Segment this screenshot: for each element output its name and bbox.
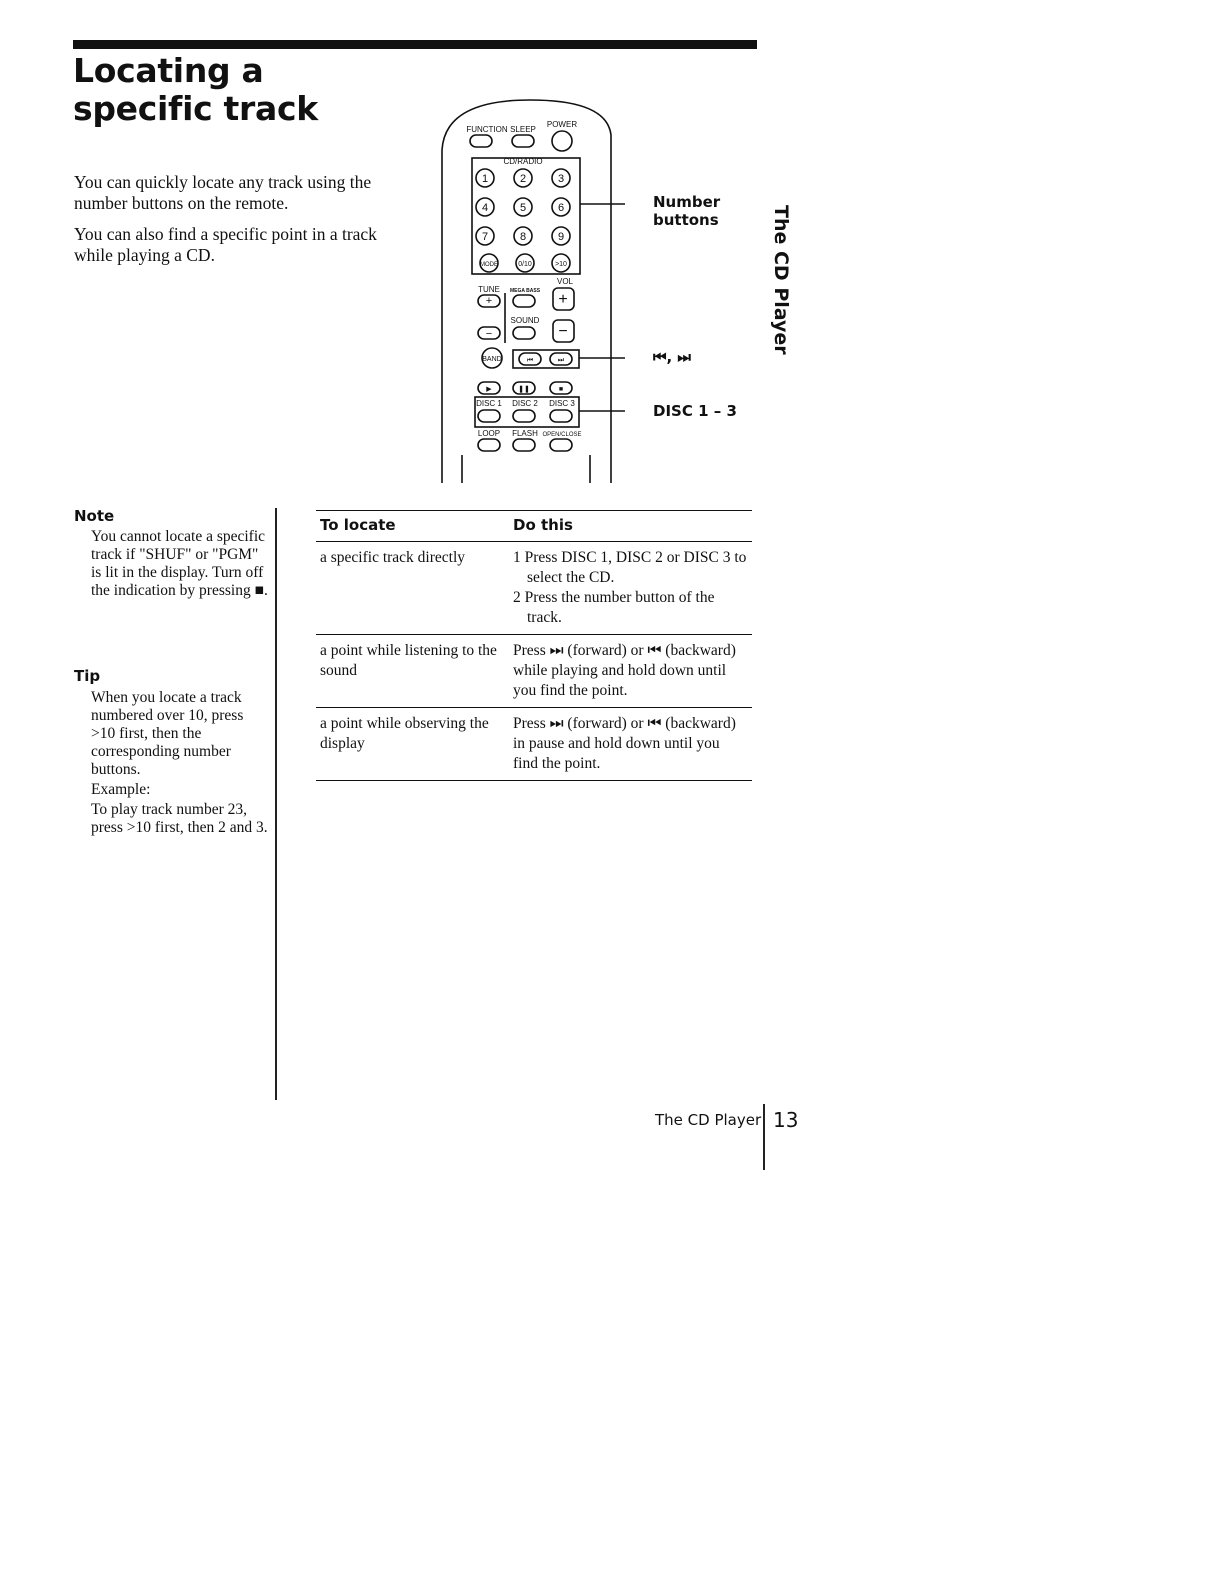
remote-control-illustration (435, 95, 625, 485)
table-cell-action (509, 708, 752, 781)
table-cell-locate: a point while listening to the sound (316, 635, 509, 708)
pause-icon: ❚❚ (518, 386, 530, 393)
disc2-label: DISC 2 (512, 399, 538, 408)
minus-icon: − (485, 328, 493, 340)
power-label: POWER (546, 120, 578, 129)
number-buttons-callout: Number buttons (653, 193, 721, 229)
digit-4: 4 (481, 202, 489, 214)
tip-example-text: To play track number 23, press >10 first, then 2 and 3. (91, 801, 268, 836)
digit-5: 5 (519, 202, 527, 214)
digit-9: 9 (557, 231, 565, 243)
tip-text: When you locate a track numbered over 10, press >10 first, then the corresponding number buttons. (91, 689, 244, 778)
loop-label: LOOP (477, 429, 501, 438)
table-step: 1 Press DISC 1, DISC 2 or DISC 3 to select the CD. (513, 549, 747, 586)
table-step: 2 Press the number button of the track. (513, 589, 715, 626)
open-close-label: OPEN/CLOSE (542, 432, 582, 438)
sound-label: SOUND (510, 316, 540, 325)
digit-6: 6 (557, 202, 565, 214)
table-header-row (316, 511, 752, 542)
table-row (316, 708, 752, 781)
disc3-label: DISC 3 (549, 399, 575, 408)
digit-8: 8 (519, 231, 527, 243)
table-step: Press ⏭ (forward) or ⏮ (backward) while playing and hold down until you find the point. (513, 642, 736, 699)
digit-2: 2 (519, 173, 527, 185)
top-rule (73, 40, 757, 49)
gt10-label: >10 (555, 261, 567, 268)
skip-buttons-callout: ⏮, ⏭ (653, 348, 691, 366)
footer-section-label: The CD Player (655, 1111, 762, 1129)
tip-body (91, 689, 271, 839)
note-body (91, 528, 271, 602)
stop-icon: ■ (558, 386, 564, 393)
digit-7: 7 (481, 231, 489, 243)
vol-plus-icon: + (558, 291, 568, 308)
table-cell-locate: a point while observing the display (316, 708, 509, 781)
digit-3: 3 (557, 173, 565, 185)
column-header-to-locate: To locate (316, 511, 509, 542)
mode-label: MODE (480, 262, 498, 268)
intro-text (74, 172, 404, 276)
margin-divider (275, 508, 277, 1100)
table-cell-action (509, 542, 752, 635)
sleep-label: SLEEP (510, 125, 536, 134)
band-label: BAND (482, 356, 502, 363)
locate-table (316, 510, 752, 781)
flash-label: FLASH (512, 429, 538, 438)
skip-back-icon: ⏮ (526, 357, 534, 364)
plus-icon: + (485, 295, 493, 307)
table-step: Press ⏭ (forward) or ⏮ (backward) in pause and hold down until you find the point. (513, 715, 736, 772)
page-number: 13 (773, 1108, 799, 1132)
tip-example-label: Example: (91, 781, 151, 798)
column-header-do-this: Do this (509, 511, 752, 542)
table-row (316, 635, 752, 708)
table-cell-locate: a specific track directly (316, 542, 509, 635)
vol-minus-icon: − (558, 323, 568, 340)
page-title: Locating a specific track (73, 51, 318, 128)
skip-forward-icon: ⏭ (557, 357, 565, 364)
footer-divider (763, 1104, 765, 1170)
cd-radio-label: CD/RADIO (503, 157, 543, 166)
mega-bass-label: MEGA BASS (509, 288, 541, 294)
intro-paragraph: You can also find a specific point in a track while playing a CD. (74, 224, 377, 265)
table-row (316, 542, 752, 635)
disc-buttons-callout: DISC 1 – 3 (653, 402, 737, 420)
table-cell-action (509, 635, 752, 708)
tip-heading: Tip (74, 667, 101, 685)
note-heading: Note (74, 507, 115, 525)
note-text: You cannot locate a specific track if "SHUF" or "PGM" is lit in the display. Turn off the indication by pressing ■. (91, 528, 268, 599)
digit-1: 1 (481, 173, 489, 185)
intro-paragraph: You can quickly locate any track using the number buttons on the remote. (74, 172, 372, 213)
disc1-label: DISC 1 (476, 399, 502, 408)
zero-ten-label: 0/10 (518, 261, 532, 268)
vol-label: VOL (556, 277, 574, 286)
play-icon: ▶ (486, 386, 492, 393)
tune-label: TUNE (478, 285, 500, 294)
function-label: FUNCTION (466, 125, 508, 134)
section-side-tab (762, 205, 802, 355)
section-side-tab-label: The CD Player (770, 205, 792, 355)
